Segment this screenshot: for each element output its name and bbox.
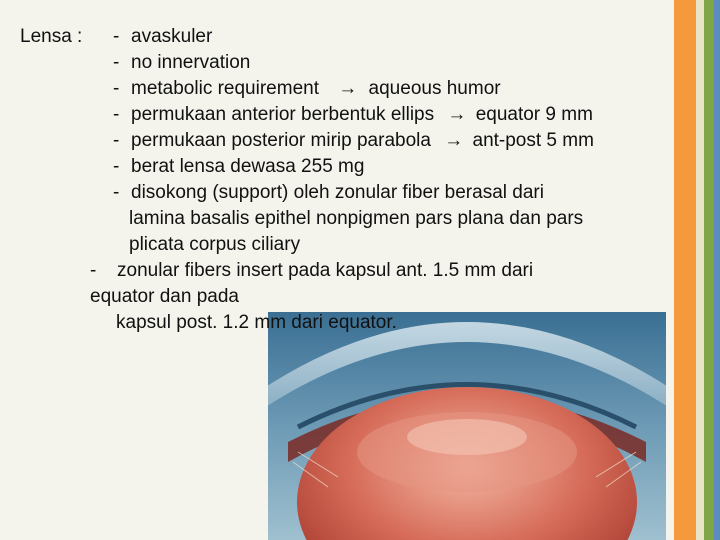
eye-lens-illustration xyxy=(268,312,666,540)
lens-cross-section-image xyxy=(268,312,666,540)
decorative-side-stripes xyxy=(674,0,720,540)
bullet: - xyxy=(113,156,120,177)
bullet: - xyxy=(113,130,120,151)
stripe-blue xyxy=(714,0,720,540)
arrow-icon: → xyxy=(338,78,358,99)
stripe-green xyxy=(704,0,714,540)
item-no-innervation: no innervation xyxy=(131,52,251,73)
item-berat: berat lensa dewasa 255 mg xyxy=(131,156,365,177)
arrow-icon: → xyxy=(444,130,464,151)
item-posterior-result: ant-post 5 mm xyxy=(472,130,594,151)
arrow-icon: → xyxy=(447,104,467,125)
stripe-orange xyxy=(674,0,696,540)
stripe-cream xyxy=(696,0,704,540)
item-disokong-cont-2: plicata corpus ciliary xyxy=(129,234,301,255)
item-metabolic-text: metabolic requirement xyxy=(131,78,319,99)
item-avaskuler: avaskuler xyxy=(131,26,213,47)
bullet: - xyxy=(113,26,120,47)
item-metabolic-result: aqueous humor xyxy=(368,78,501,99)
bullet: - xyxy=(90,260,97,281)
item-posterior xyxy=(131,128,594,154)
item-zonular-cont-1: equator dan pada xyxy=(90,286,239,307)
item-zonular-cont-2: kapsul post. 1.2 mm dari equator. xyxy=(116,312,397,333)
bullet: - xyxy=(113,78,120,99)
item-anterior-result: equator 9 mm xyxy=(475,104,593,125)
item-disokong: disokong (support) oleh zonular fiber berasal dari xyxy=(131,182,544,203)
item-zonular: zonular fibers insert pada kapsul ant. 1.5 mm dari xyxy=(117,260,534,281)
item-anterior-text: permukaan anterior berbentuk ellips xyxy=(131,104,435,125)
item-disokong-cont-1: lamina basalis epithel nonpigmen pars plana dan pars xyxy=(129,208,584,229)
item-anterior xyxy=(131,102,593,128)
bullet: - xyxy=(113,52,120,73)
item-metabolic xyxy=(131,76,501,102)
item-posterior-text: permukaan posterior mirip parabola xyxy=(131,130,431,151)
bullet: - xyxy=(113,104,120,125)
bullet: - xyxy=(113,182,120,203)
heading-lensa: Lensa : xyxy=(20,26,83,47)
